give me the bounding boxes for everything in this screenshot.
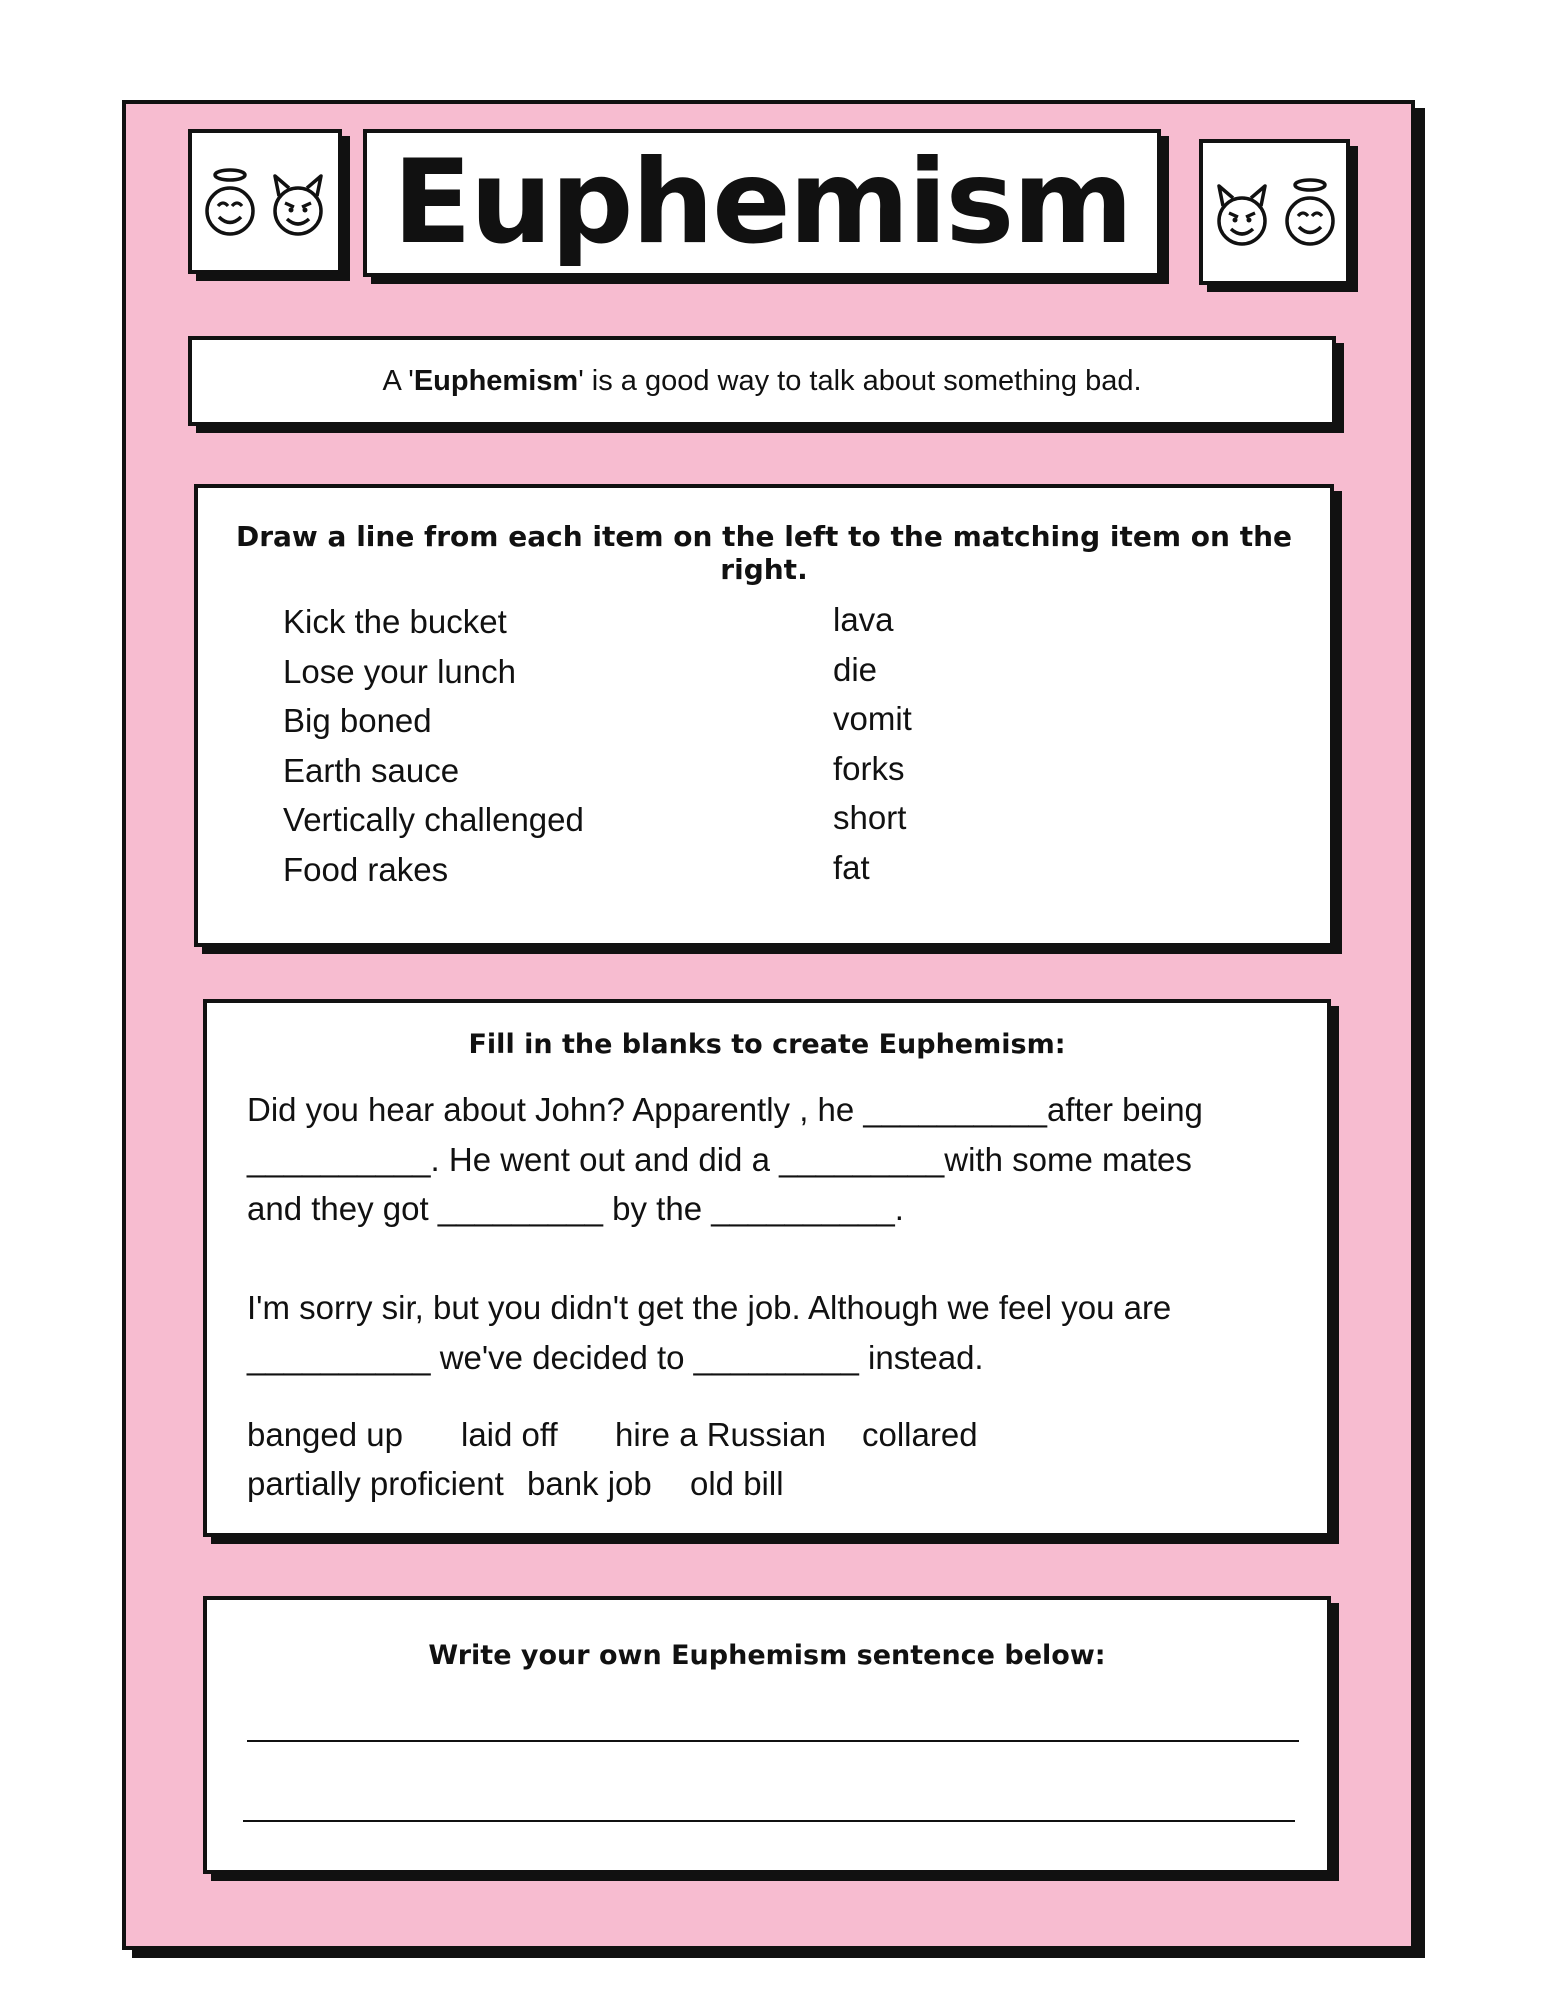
matching-right-column [833,595,912,892]
matching-right-item: short [833,799,907,836]
definition-suffix: ' is a good way to talk about something bad. [578,364,1142,397]
matching-right-item: forks [833,749,905,787]
paragraph-line: __________. He went out and did a _________with some mates [247,1140,1192,1178]
definition-term: Euphemism [413,364,579,397]
matching-right-item: lava [833,601,894,638]
word-bank-item: banged up [247,1416,403,1453]
matching-section [194,484,1334,947]
matching-left-item: Vertically challenged [283,801,584,838]
word-bank-item: partially proficient [247,1465,504,1502]
writing-line[interactable] [247,1740,1299,1742]
fill-blanks-heading: Fill in the blanks to create Euphemism: [468,1029,1066,1060]
matching-instruction: Draw a line from each item on the left to the matching item on the right. [235,520,1292,586]
fill-blanks-paragraph-2 [247,1283,1297,1382]
emoji-box-left [188,129,342,274]
definition-prefix: A ' [382,364,414,397]
page-title: Euphemism [392,135,1132,270]
matching-left-item: Lose your lunch [283,652,516,690]
paragraph-line: I'm sorry sir, but you didn't get the job. Although we feel you are [247,1289,1172,1326]
definition-banner [188,336,1336,426]
emoji-box-right [1199,139,1350,285]
word-bank-item: hire a Russian [615,1416,826,1453]
worksheet-page [122,100,1415,1950]
angel-face-icon [201,166,259,238]
matching-right-item: fat [833,848,870,886]
devil-face-icon [1211,176,1273,248]
angel-face-icon [1281,176,1339,248]
fill-blanks-section [203,999,1331,1537]
matching-left-item: Food rakes [283,850,449,888]
matching-left-item: Earth sauce [283,751,460,789]
fill-blanks-paragraph-1 [247,1085,1297,1234]
devil-face-icon [267,166,329,238]
title-box [363,129,1161,277]
paragraph-line: Did you hear about John? Apparently , he __________after being [247,1091,1203,1128]
word-bank-item: old bill [690,1465,784,1502]
write-own-section [203,1596,1331,1874]
word-bank-item: bank job [527,1465,652,1502]
write-own-heading: Write your own Euphemism sentence below: [428,1640,1106,1671]
word-bank-item: laid off [461,1416,558,1453]
matching-left-item: Kick the bucket [283,603,507,640]
paragraph-line: __________ we've decided to _________ instead. [247,1338,984,1376]
matching-left-item: Big boned [283,702,432,739]
paragraph-line: and they got _________ by the __________. [247,1190,904,1227]
matching-right-item: die [833,650,878,688]
matching-right-item: vomit [833,700,912,737]
matching-left-column [283,597,584,894]
word-bank-item: collared [862,1416,978,1453]
writing-line[interactable] [243,1820,1295,1822]
